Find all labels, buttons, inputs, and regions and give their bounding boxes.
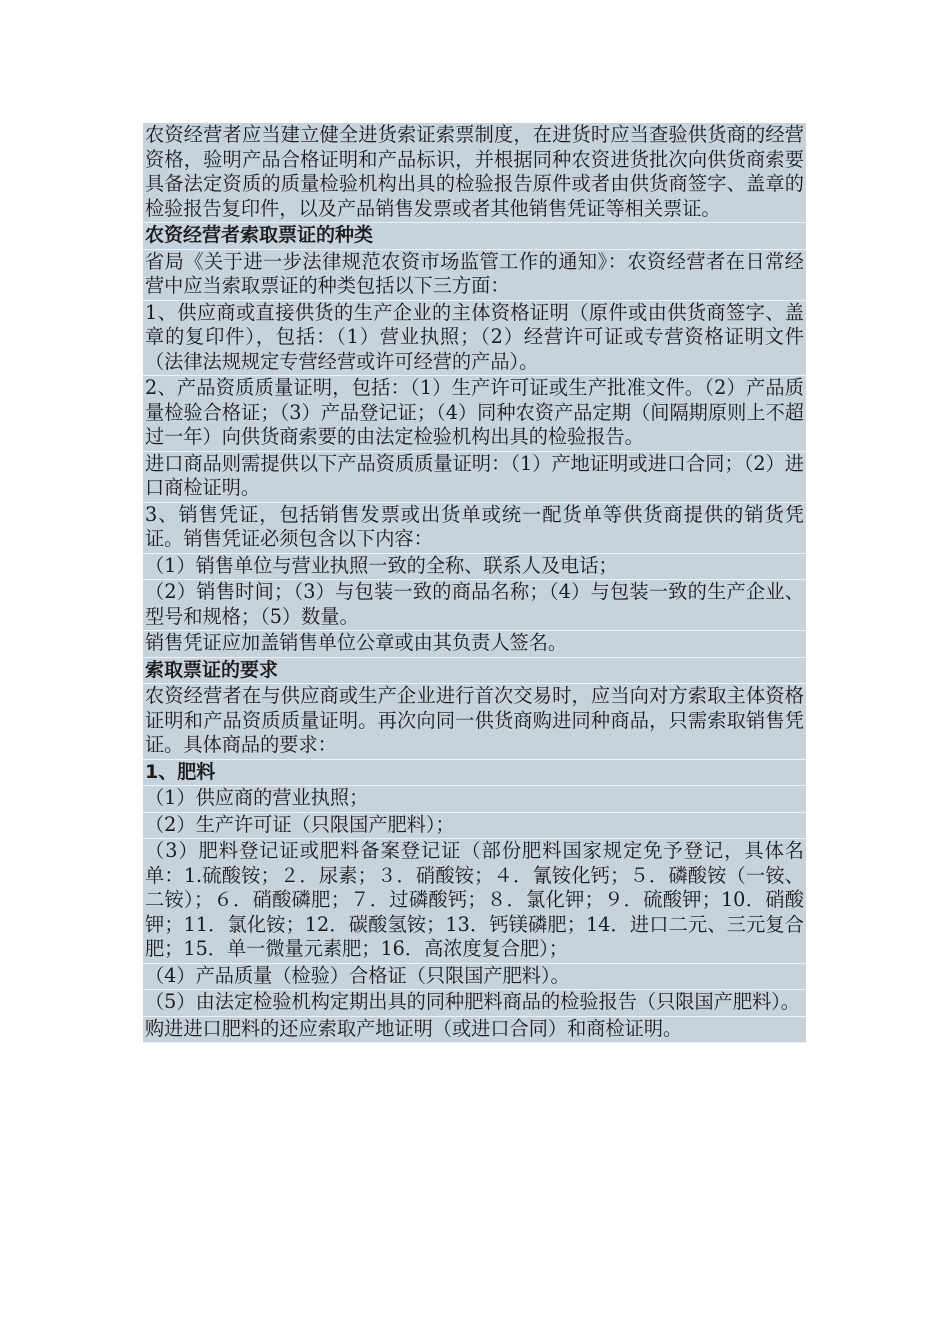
imported-fertilizer-paragraph: 购进进口肥料的还应索取产地证明（或进口合同）和商检证明。 (143, 1017, 806, 1044)
item-1-paragraph: 1、供应商或直接供货的生产企业的主体资格证明（原件或由供货商签字、盖章的复印件），包括：（1）营业执照；（2）经营许可证或专营资格证明文件（法律法规规定专营经营或许可经营的产品）。 (143, 301, 806, 377)
section-heading-requirements: 索取票证的要求 (143, 658, 806, 685)
fertilizer-item-5: （5）由法定检验机构定期出具的同种肥料商品的检验报告（只限国产肥料）。 (143, 990, 806, 1017)
sales-voucher-item-1: （1）销售单位与营业执照一致的全称、联系人及电话； (143, 554, 806, 581)
fertilizer-item-4: （4）产品质量（检验）合格证（只限国产肥料）。 (143, 964, 806, 991)
fertilizer-item-2: （2）生产许可证（只限国产肥料）； (143, 813, 806, 840)
fertilizer-item-1: （1）供应商的营业执照； (143, 786, 806, 813)
intro-paragraph: 农资经营者应当建立健全进货索证索票制度，在进货时应当查验供货商的经营资格，验明产品合格证明和产品标识，并根据同种农资进货批次向供货商索要具备法定资质的质量检验机构出具的检验报告原件或者由供货商签字、盖章的检验报告复印件，以及产品销售发票或者其他销售凭证等相关票证。 (143, 123, 806, 223)
section-heading-fertilizer: 1、肥料 (143, 760, 806, 787)
import-goods-paragraph: 进口商品则需提供以下产品资质质量证明：（1）产地证明或进口合同；（2）进口商检证明。 (143, 452, 806, 503)
item-2-paragraph: 2、产品资质质量证明，包括：（1）生产许可证或生产批准文件。（2）产品质量检验合格证；（3）产品登记证；（4）同种农资产品定期（间隔期原则上不超过一年）向供货商索要的由法定检验机构出具的检验报告。 (143, 376, 806, 452)
section-heading-ticket-types: 农资经营者索取票证的种类 (143, 223, 806, 250)
notice-paragraph: 省局《关于进一步法律规范农资市场监管工作的通知》：农资经营者在日常经营中应当索取票证的种类包括以下三方面： (143, 250, 806, 301)
item-3-paragraph: 3、销售凭证，包括销售发票或出货单或统一配货单等供货商提供的销货凭证。销售凭证必须包含以下内容： (143, 503, 806, 554)
sales-voucher-items-2-5: （2）销售时间；（3）与包装一致的商品名称；（4）与包装一致的生产企业、型号和规格；（5）数量。 (143, 580, 806, 631)
document-body (143, 123, 806, 1043)
fertilizer-item-3: （3）肥料登记证或肥料备案登记证（部份肥料国家规定免予登记，具体名单：1.硫酸铵；２．尿素；３．硝酸铵；４．氰铵化钙；５．磷酸铵（一铵、二铵）；６．硝酸磷肥；７．过磷酸钙；８．氯化钾；９．硫酸钾；10．硝酸钾；11．氯化铵；12．碳酸氢铵；13．钙镁磷肥；14．进口二元、三元复合肥；15．单一微量元素肥；16．高浓度复合肥）； (143, 839, 806, 964)
requirements-paragraph: 农资经营者在与供应商或生产企业进行首次交易时，应当向对方索取主体资格证明和产品资质质量证明。再次向同一供货商购进同种商品，只需索取销售凭证。具体商品的要求： (143, 684, 806, 760)
voucher-seal-paragraph: 销售凭证应加盖销售单位公章或由其负责人签名。 (143, 631, 806, 658)
